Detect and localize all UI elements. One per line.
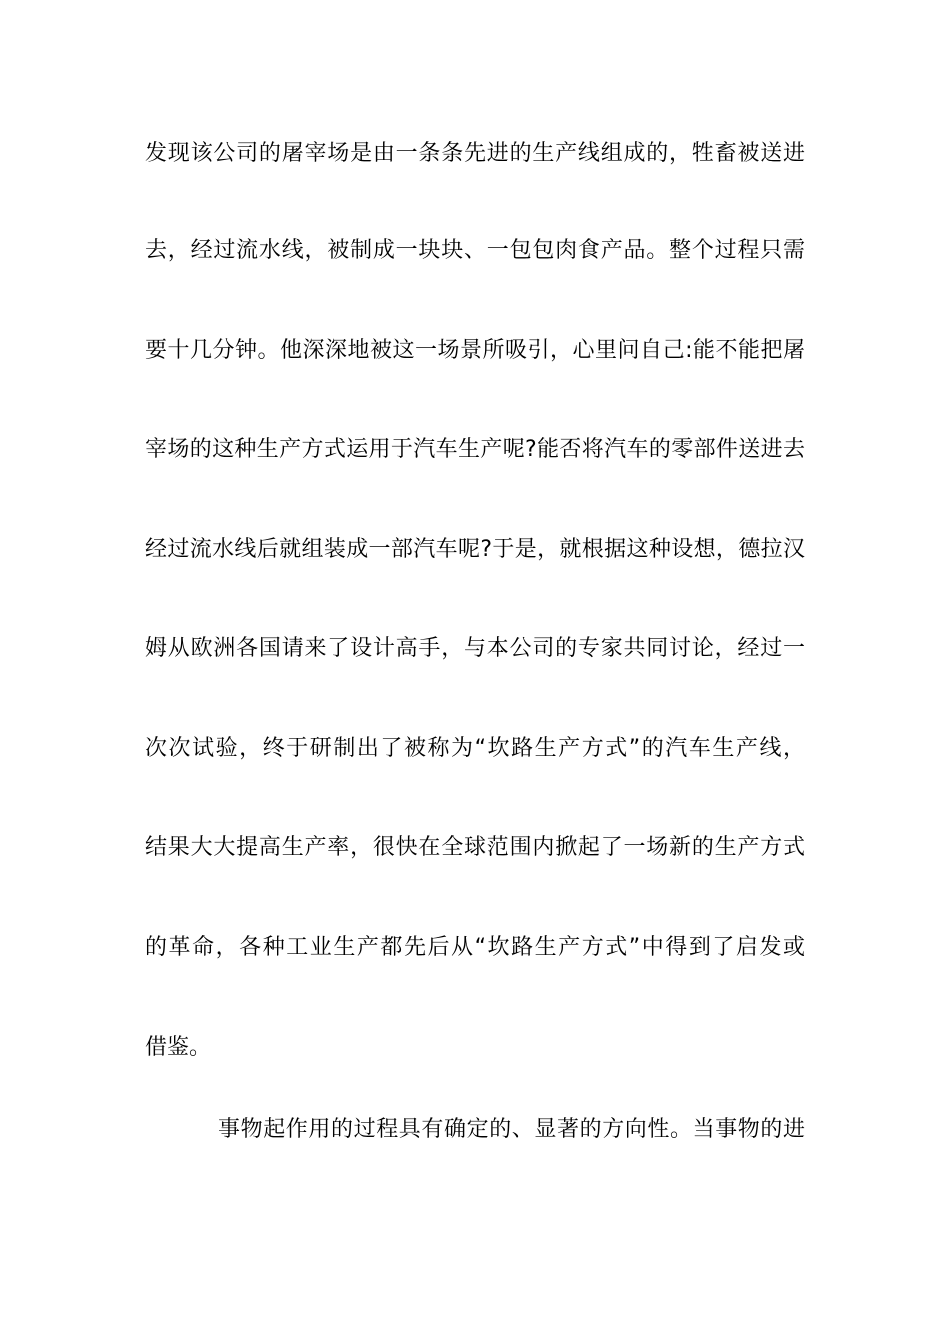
paragraph-1-line-10: 借鉴。	[145, 1035, 212, 1060]
paragraph-1-line-8: 结果大大提高生产率，很快在全球范围内掀起了一场新的生产方式	[145, 835, 805, 860]
paragraph-1-line-5: 经过流水线后就组装成一部汽车呢?于是，就根据这种设想，德拉汉	[145, 537, 805, 562]
paragraph-1-line-2: 去，经过流水线，被制成一块块、一包包肉食产品。整个过程只需	[145, 238, 805, 263]
paragraph-2-line-1: 事物起作用的过程具有确定的、显著的方向性。当事物的进	[218, 1117, 805, 1142]
paragraph-1-line-3: 要十几分钟。他深深地被这一场景所吸引，心里问自己:能不能把屠	[145, 338, 805, 363]
paragraph-1-line-7: 次次试验，终于研制出了被称为“坎路生产方式”的汽车生产线，	[145, 736, 805, 761]
paragraph-1-line-6: 姆从欧洲各国请来了设计高手，与本公司的专家共同讨论，经过一	[145, 636, 805, 661]
paragraph-1-line-4: 宰场的这种生产方式运用于汽车生产呢?能否将汽车的零部件送进去	[145, 437, 805, 462]
paragraph-1-line-9: 的革命，各种工业生产都先后从“坎路生产方式”中得到了启发或	[145, 935, 805, 960]
paragraph-1-line-1: 发现该公司的屠宰场是由一条条先进的生产线组成的，牲畜被送进	[145, 141, 805, 166]
